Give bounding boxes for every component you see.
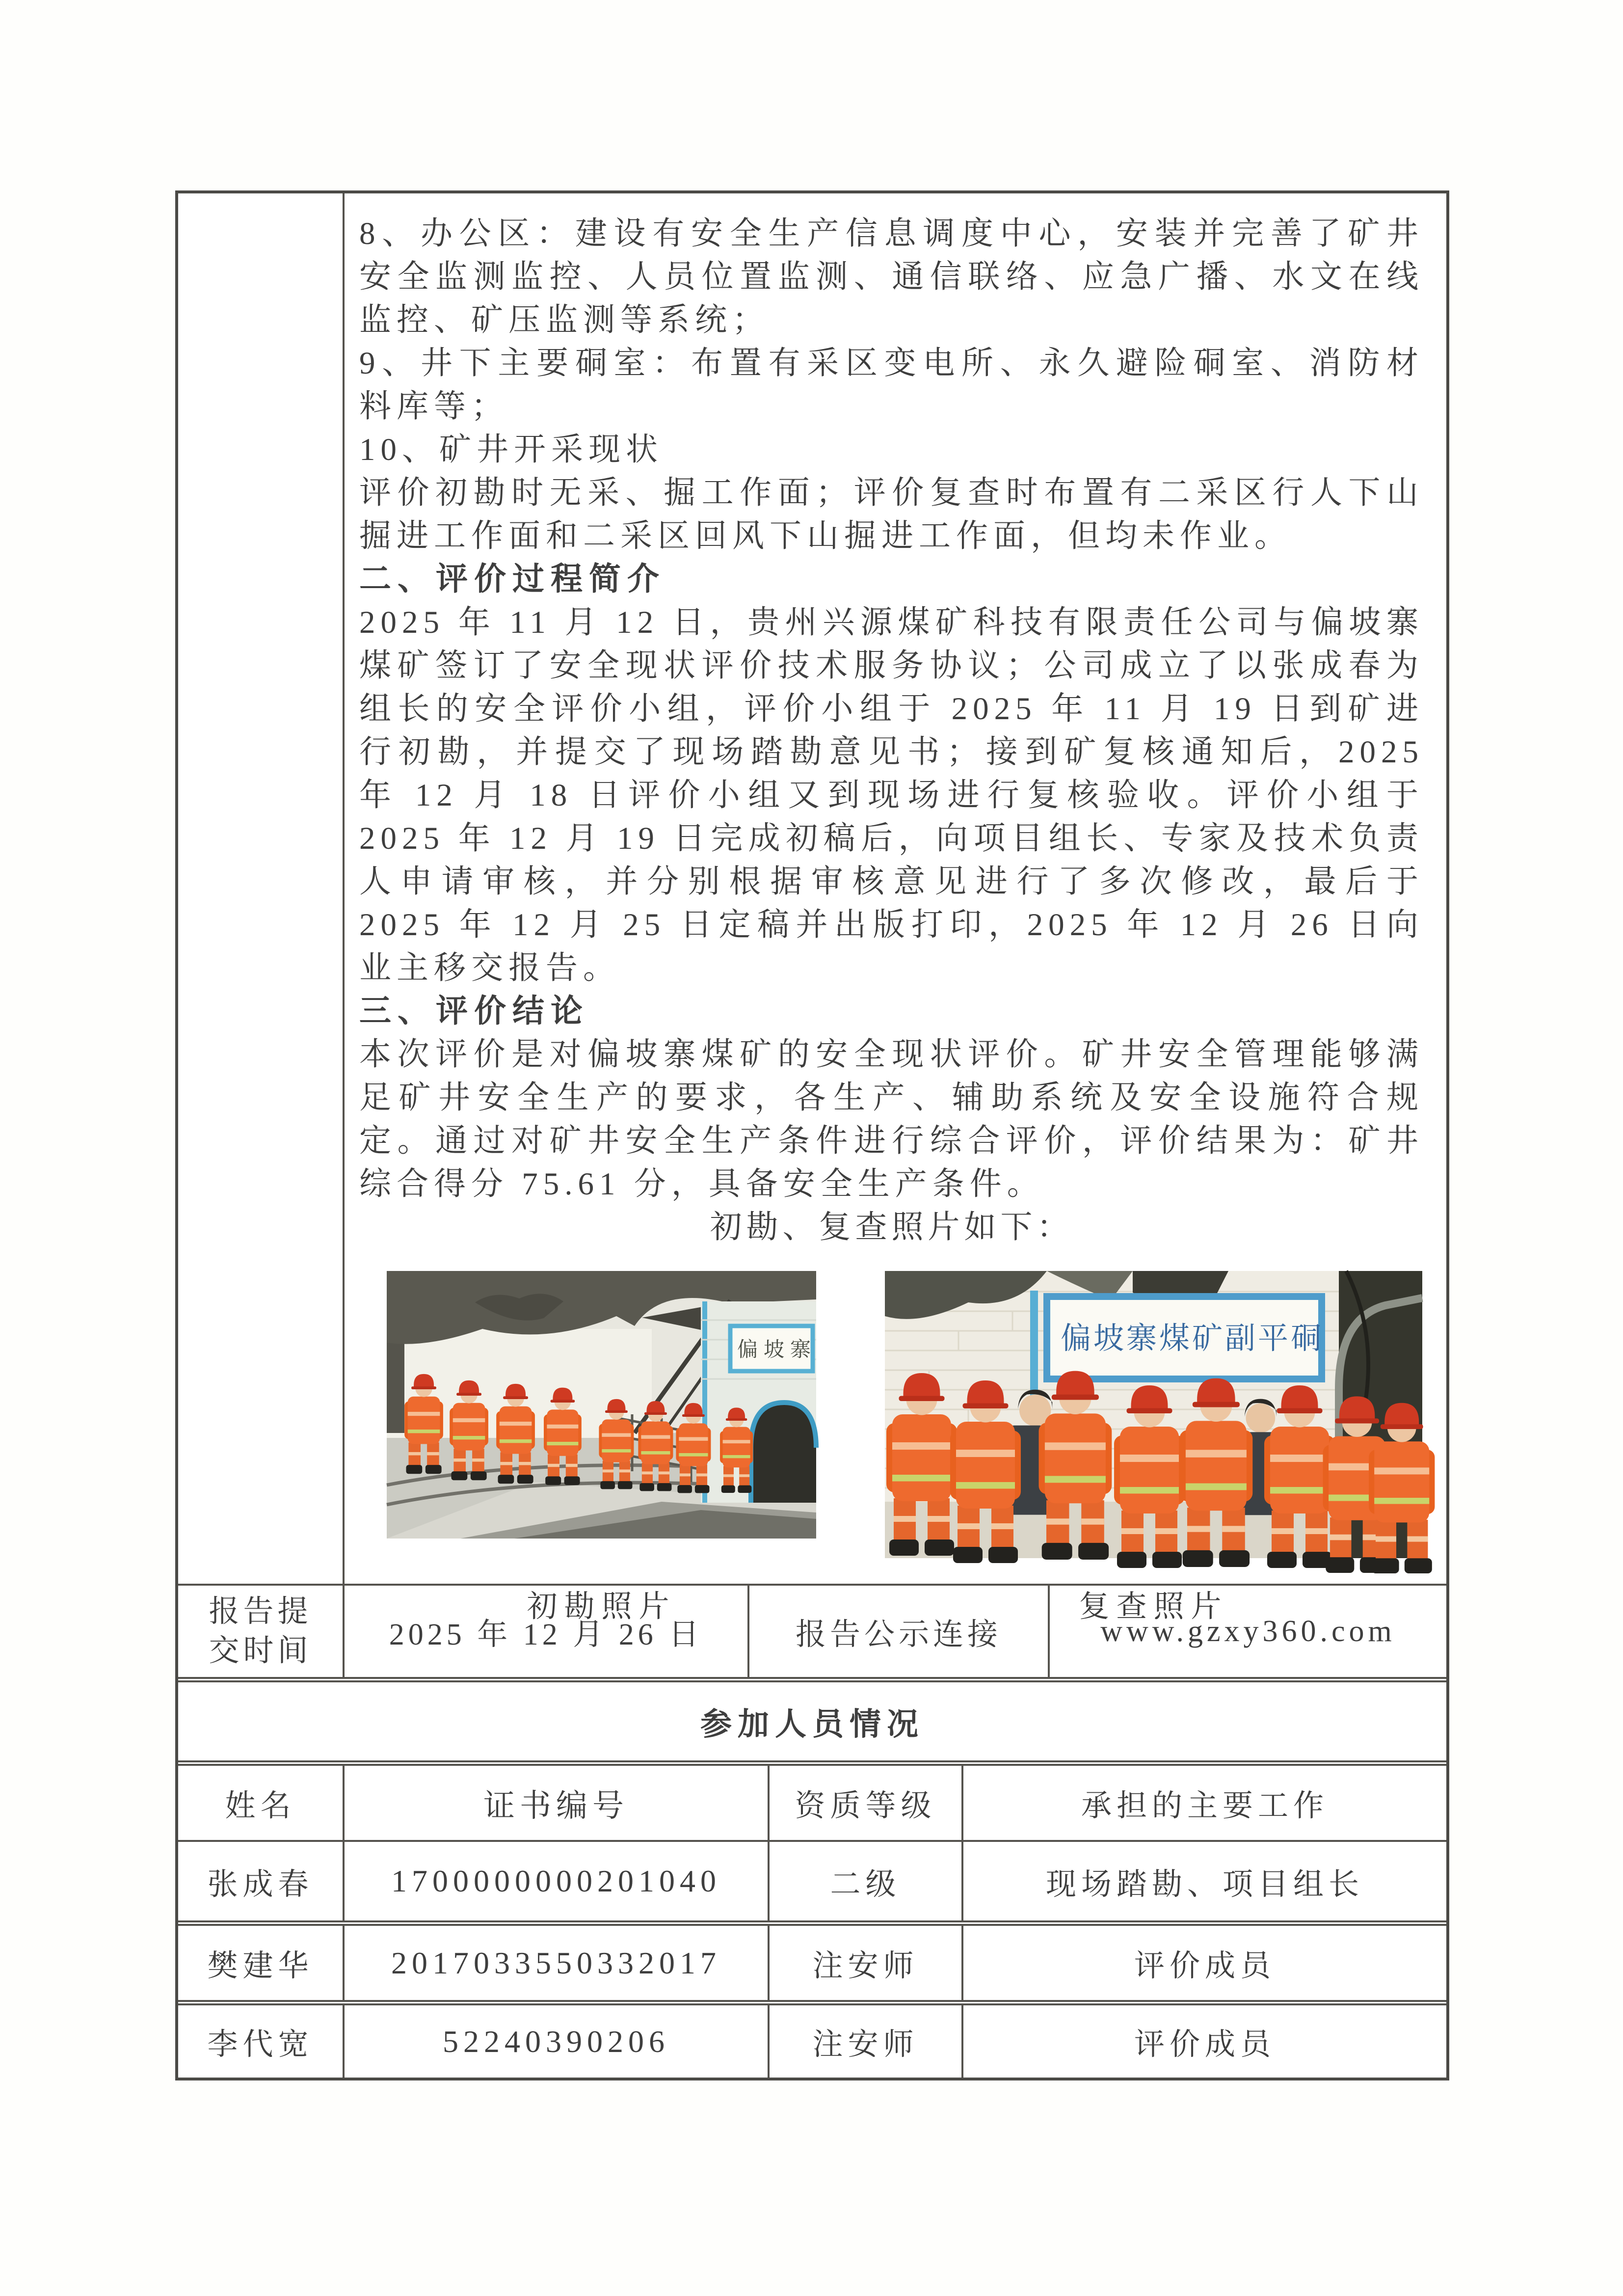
paragraph-photos-intro: 初勘、复查照片如下： xyxy=(710,1210,1073,1245)
paragraph-mining-status: 评价初勘时无采、掘工作面；评价复查时布置有二采区行人下山掘进工作面和二采区回风下山掘进工作面，但均未作业。 xyxy=(359,475,1424,554)
paragraph-office-area: 8、办公区：建设有安全生产信息调度中心，安装并完善了矿井安全监测监控、人员位置监测、通信联络、应急广播、水文在线监控、矿压监测等系统； xyxy=(359,216,1424,338)
mine-portal xyxy=(701,1301,817,1503)
header-level: 资质等级 xyxy=(768,1766,961,1840)
participant-name: 张成春 xyxy=(207,1867,314,1901)
participants-section-title: 参加人员情况 xyxy=(178,1677,1446,1760)
participant-level: 二级 xyxy=(768,1842,961,1920)
review-photo xyxy=(885,1271,1422,1558)
review-sign-text: 偏坡寨煤矿副平硐 xyxy=(1061,1322,1324,1355)
participant-role: 评价成员 xyxy=(961,1926,1446,2000)
heading-evaluation-process: 二、评价过程简介 xyxy=(359,562,666,597)
participant-role: 评价成员 xyxy=(961,2005,1446,2078)
report-submit-label: 报告提交时间 xyxy=(209,1595,312,1668)
left-margin-cell xyxy=(178,193,343,1584)
initial-survey-caption: 初勘照片 xyxy=(527,1590,676,1623)
initial-survey-photo xyxy=(387,1271,816,1539)
heading-evaluation-conclusion: 三、评价结论 xyxy=(359,994,589,1029)
participant-cert-no: 2017033550332017 xyxy=(343,1926,768,2000)
review-caption: 复查照片 xyxy=(1079,1590,1228,1623)
report-submit-row xyxy=(178,1584,1446,1677)
participant-role: 现场踏勘、项目组长 xyxy=(961,1842,1446,1920)
header-cert-no: 证书编号 xyxy=(343,1766,768,1840)
participant-level: 注安师 xyxy=(768,1926,961,2000)
paragraph-underground-chambers: 9、井下主要硐室：布置有采区变电所、永久避险硐室、消防材料库等； xyxy=(359,346,1424,424)
report-table xyxy=(175,190,1449,2080)
paragraph-evaluation-process: 2025 年 11 月 12 日，贵州兴源煤矿科技有限责任公司与偏坡寨煤矿签订了安全现状评价技术服务协议；公司成立了以张成春为组长的安全评价小组，评价小组于 2025 年 11 月 19 日到矿进行初勘，并提交了现场踏勘意见书；接到矿复核通知后，2025 年 12 月 18 日评价小组又到现场进行复核验收。评价小组于 2025 年 12 月 19 日完成初稿后，向项目组长、专家及技术负责人申请审核，并分别根据审核意见进行了多次修改，最后于 2025 年 12 月 25 日定稿并出版打印，2025 年 12 月 26 日向业主移交报告。 xyxy=(359,605,1424,986)
main-content-cell xyxy=(343,193,1446,1623)
paragraph-evaluation-conclusion: 本次评价是对偏坡寨煤矿的安全现状评价。矿井安全管理能够满足矿井安全生产的要求，各生产、辅助系统及安全设施符合规定。通过对矿井安全生产条件进行综合评价，评价结果为：矿井综合得分 75.61 分，具备安全生产条件。 xyxy=(359,1037,1424,1202)
participants-header-row xyxy=(178,1760,1446,1840)
participant-row xyxy=(178,1920,1446,2000)
participant-name: 樊建华 xyxy=(207,1949,314,1983)
header-role: 承担的主要工作 xyxy=(961,1766,1446,1840)
report-submit-date: 2025 年 12 月 26 日 xyxy=(343,1586,747,1677)
participant-name: 李代宽 xyxy=(207,2028,314,2061)
tunnel-opening xyxy=(751,1403,816,1503)
participant-row xyxy=(178,1840,1446,1920)
photo-strip xyxy=(387,1271,1424,1558)
portal-sign-text: 偏坡寨 xyxy=(737,1339,817,1361)
participant-level: 注安师 xyxy=(768,2005,961,2078)
header-name: 姓名 xyxy=(225,1789,296,1823)
participant-row xyxy=(178,2000,1446,2078)
report-link-label: 报告公示连接 xyxy=(747,1586,1048,1677)
report-link-url: www.gzxy360.com xyxy=(1048,1586,1446,1677)
participant-cert-no: 1700000000201040 xyxy=(343,1842,768,1920)
participant-cert-no: 52240390206 xyxy=(343,2005,768,2078)
main-row xyxy=(178,193,1446,1623)
paragraph-mining-status-title: 10、矿井开采现状 xyxy=(359,432,664,467)
